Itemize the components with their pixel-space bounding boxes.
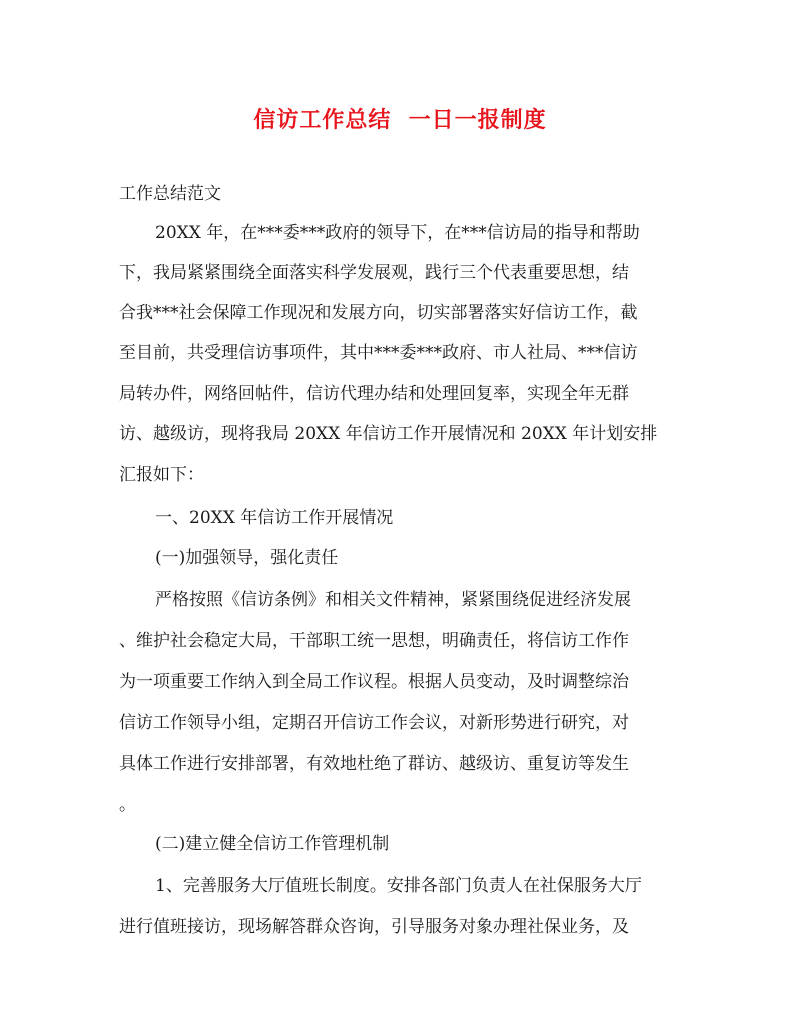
subsection-heading: (二)建立健全信访工作管理机制 xyxy=(155,834,390,854)
text-line: 1、完善服务大厅值班长制度。安排各部门负责人在社保服务大厅 xyxy=(155,876,642,896)
text-line: 工作总结范文 xyxy=(119,184,221,204)
document-title: 信访工作总结 一日一报制度 xyxy=(253,107,547,133)
text-line: 进行值班接访，现场解答群众咨询，引导服务对象办理社保业务，及 xyxy=(119,917,629,937)
text-line: 严格按照《信访条例》和相关文件精神，紧紧围绕促进经济发展 xyxy=(155,590,631,610)
text-line: 访、越级访，现将我局 20XX 年信访工作开展情况和 20XX 年计划安排 xyxy=(119,424,658,444)
text-line: 下，我局紧紧围绕全面落实科学发展观，践行三个代表重要思想，结 xyxy=(119,263,629,283)
subsection-heading: (一)加强领导，强化责任 xyxy=(155,548,339,568)
text-line: 、维护社会稳定大局，干部职工统一思想，明确责任，将信访工作作 xyxy=(119,631,629,651)
section-heading: 一、20XX 年信访工作开展情况 xyxy=(155,508,394,528)
text-line: 汇报如下： xyxy=(119,465,204,485)
text-line: 。 xyxy=(119,795,136,815)
text-line: 局转办件，网络回帖件，信访代理办结和处理回复率，实现全年无群 xyxy=(119,384,629,404)
text-line: 至目前，共受理信访事项件，其中***委***政府、市人社局、***信访 xyxy=(119,343,638,363)
text-line: 信访工作领导小组，定期召开信访工作会议，对新形势进行研究，对 xyxy=(119,713,629,733)
text-line: 合我***社会保障工作现况和发展方向，切实部署落实好信访工作，截 xyxy=(119,303,638,323)
text-line: 20XX 年，在***委***政府的领导下，在***信访局的指导和帮助 xyxy=(155,223,640,243)
text-line: 为一项重要工作纳入到全局工作议程。根据人员变动，及时调整综治 xyxy=(119,672,629,692)
text-line: 具体工作进行安排部署，有效地杜绝了群访、越级访、重复访等发生 xyxy=(119,754,629,774)
